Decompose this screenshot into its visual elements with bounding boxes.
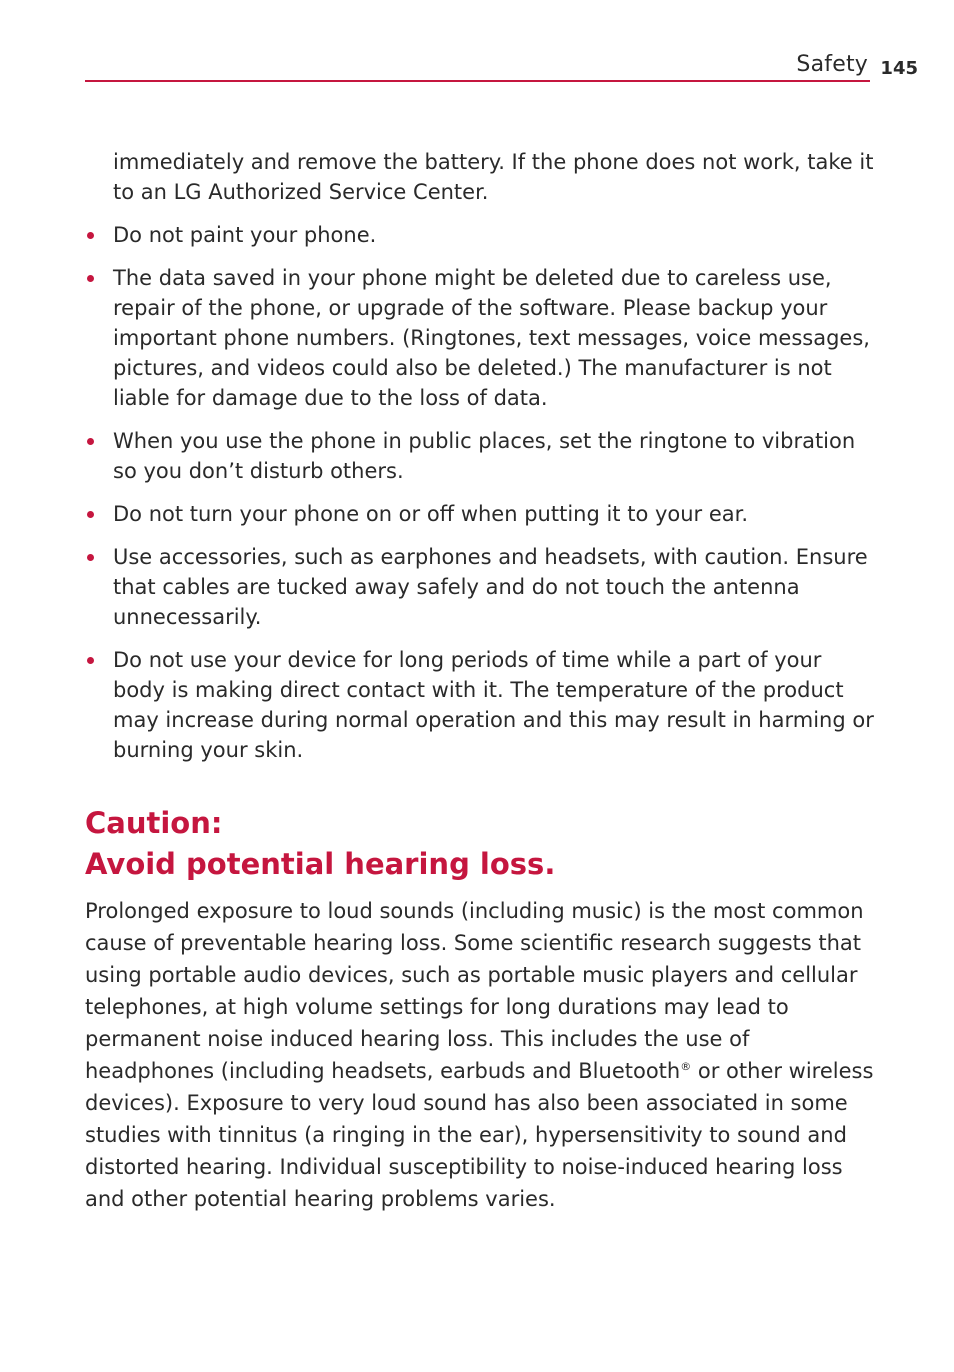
- bullet-dot-icon: [87, 438, 94, 445]
- list-item: [85, 220, 875, 250]
- list-item-text: Use accessories, such as earphones and headsets, with caution. Ensure that cables are tucked away safely and do not touch the antenna unnecessarily.: [113, 545, 868, 629]
- bullet-dot-icon: [87, 275, 94, 282]
- hearing-loss-text-part2: or other wireless devices). Exposure to very loud sound has also been associated in some studies with tinnitus (a ringing in the ear), hypersensitivity to sound and distorted hearing. Individual susceptibility to noise-induced hearing loss and other potential hearing problems varies.: [85, 1059, 874, 1211]
- list-item-text: The data saved in your phone might be deleted due to careless use, repair of the phone, or upgrade of the software. Please backup your important phone numbers. (Ringtones, text messages, voice messages, pictures, and videos could also be deleted.) The manufacturer is not liable for damage due to the loss of data.: [113, 266, 870, 410]
- caution-heading-line1: Caution:: [85, 806, 223, 840]
- bullet-dot-icon: [87, 657, 94, 664]
- hearing-loss-text-part1: Prolonged exposure to loud sounds (including music) is the most common cause of preventable hearing loss. Some scientific research suggests that using portable audio devices, such as portable music players and cellular telephones, at high volume settings for long durations may lead to permanent noise induced hearing loss. This includes the use of headphones (including headsets, earbuds and Bluetooth: [85, 899, 864, 1083]
- caution-heading-line2: Avoid potential hearing loss.: [85, 847, 556, 881]
- caution-heading: [85, 803, 875, 885]
- safety-bullet-list: [85, 220, 875, 765]
- list-item-text: When you use the phone in public places, set the ringtone to vibration so you don’t disturb others.: [113, 429, 856, 483]
- list-item: [85, 263, 875, 413]
- section-title: Safety: [796, 52, 868, 77]
- registered-mark: ®: [680, 1060, 692, 1073]
- bullet-dot-icon: [87, 554, 94, 561]
- header-rule: [85, 80, 870, 82]
- list-item-text: Do not paint your phone.: [113, 223, 377, 247]
- list-item: [85, 645, 875, 765]
- list-item: [85, 426, 875, 486]
- page-content: [85, 147, 875, 1215]
- list-item: [85, 542, 875, 632]
- list-item-text: Do not use your device for long periods of time while a part of your body is making direct contact with it. The temperature of the product may increase during normal operation and this may result in harming or burning your skin.: [113, 648, 874, 762]
- page-number: 145: [880, 58, 918, 79]
- page-header: [85, 48, 918, 84]
- bullet-dot-icon: [87, 232, 94, 239]
- list-item-text: Do not turn your phone on or off when putting it to your ear.: [113, 502, 749, 526]
- hearing-loss-paragraph: [85, 895, 875, 1215]
- list-item: [85, 499, 875, 529]
- bullet-dot-icon: [87, 511, 94, 518]
- continued-paragraph: immediately and remove the battery. If the phone does not work, take it to an LG Authorized Service Center.: [113, 150, 874, 204]
